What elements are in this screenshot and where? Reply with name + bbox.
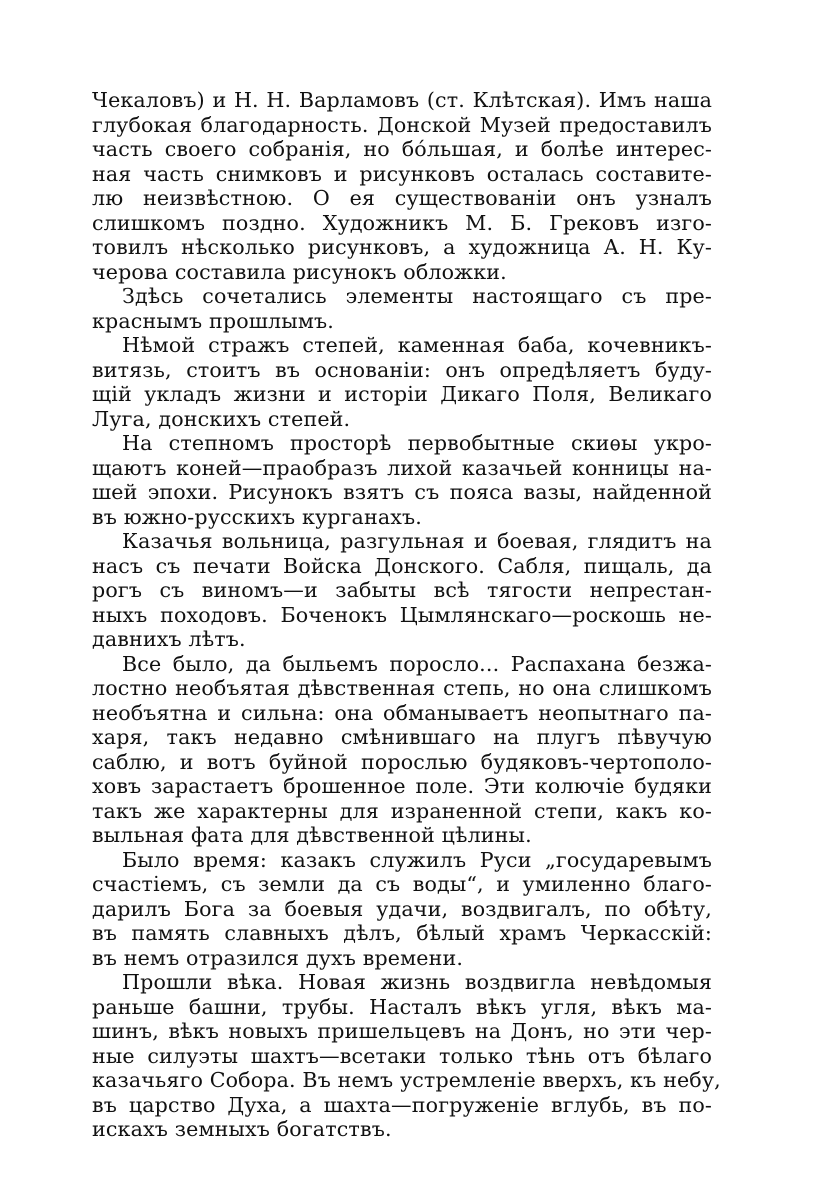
text-line: рогъ съ виномъ—и забыты всѣ тягости непрестан- — [92, 578, 712, 602]
text-line: Луга, донскихъ степей. — [92, 406, 351, 431]
text-line: Нѣмой стражъ степей, каменная баба, кочевникъ- — [122, 333, 712, 357]
text-line: насъ съ печати Войска Донского. Сабля, пищаль, да — [92, 553, 712, 578]
text-line: Здѣсь сочетались элементы настоящаго съ пре- — [122, 284, 712, 308]
text-line: въ память славныхъ дѣлъ, бѣлый храмъ Черкасскій: — [92, 921, 712, 945]
paragraph — [92, 529, 712, 652]
text-line: харя, такъ недавно смѣнившаго на плугъ пѣвучую — [92, 725, 712, 749]
text-line: шинъ, вѣкъ новыхъ пришельцевъ на Донъ, но эти чер- — [92, 1019, 712, 1043]
paragraph — [92, 333, 712, 431]
text-line: краснымъ прошлымъ. — [92, 308, 334, 333]
text-line: казачьяго Собора. Въ немъ устремленіе вверхъ, къ небу, — [92, 1068, 721, 1092]
text-line: щій укладъ жизни и исторіи Дикаго Поля, Великаго — [92, 382, 712, 406]
text-line: Чекаловъ) и Н. Н. Варламовъ (ст. Клѣтская). Имъ наша — [92, 88, 712, 112]
text-line: Было время: казакъ служилъ Руси „государевымъ — [122, 847, 712, 872]
text-line: На степномъ просторѣ первобытные скиѳы укро- — [122, 431, 712, 455]
text-line: ные силуэты шахтъ—всетаки только тѣнь отъ бѣлаго — [92, 1043, 712, 1068]
paragraph — [92, 88, 712, 284]
text-line: искахъ земныхъ богатствъ. — [92, 1117, 392, 1141]
text-line: лостно необъятая дѣвственная степь, но она слишкомъ — [92, 676, 712, 700]
text-line: шей эпохи. Рисунокъ взятъ съ пояса вазы, найденной — [92, 480, 712, 504]
text-line: часть своего собранія, но бо́льшая, и болѣе интерес- — [92, 137, 712, 161]
paragraph — [92, 431, 712, 529]
text-line: глубокая благодарность. Донской Музей предоставилъ — [92, 112, 712, 137]
text-line: Прошли вѣка. Новая жизнь воздвигла невѣдомыя — [122, 970, 712, 994]
text-line: въ немъ отразился духъ времени. — [92, 945, 464, 970]
text-line: въ южно-русскихъ курганахъ. — [92, 504, 422, 529]
paragraph — [92, 284, 712, 333]
text-line: выльная фата для дѣвственной цѣлины. — [92, 823, 532, 847]
text-line: дарилъ Бога за боевыя удачи, воздвигалъ, по обѣту, — [92, 896, 712, 921]
paragraph — [92, 652, 712, 848]
text-line: давнихъ лѣтъ. — [92, 627, 246, 651]
text-line: товилъ нѣсколько рисунковъ, а художница А. Н. Ку- — [92, 235, 712, 259]
text-line: ная часть снимковъ и рисунковъ осталась составите- — [92, 161, 712, 186]
text-line: черова составила рисунокъ обложки. — [92, 259, 507, 284]
text-line: въ царство Духа, а шахта—погруженіе вглубь, въ по- — [92, 1092, 712, 1117]
paragraph — [92, 848, 712, 971]
text-line: витязь, стоитъ въ основаніи: онъ опредѣляетъ буду- — [92, 357, 712, 382]
body-text — [92, 88, 721, 1142]
text-line: необъятна и сильна: она обманываетъ неопытнаго па- — [92, 700, 712, 725]
text-line: раньше башни, трубы. Насталъ вѣкъ угля, вѣкъ ма- — [92, 994, 712, 1019]
paragraph — [92, 970, 721, 1142]
text-line: слишкомъ поздно. Художникъ М. Б. Грековъ изго- — [92, 210, 712, 235]
text-line: саблю, и вотъ буйной порослью будяковъ-чертополо- — [92, 749, 712, 774]
text-line: ховъ зарастаетъ брошенное поле. Эти колючіе будяки — [92, 774, 712, 798]
text-line: счастіемъ, съ земли да съ воды“, и умиленно благо- — [92, 872, 712, 896]
text-line: щаютъ коней—праобразъ лихой казачьей конницы на- — [92, 455, 712, 480]
text-line: ныхъ походовъ. Боченокъ Цымлянскаго—роскошь не- — [92, 602, 712, 627]
text-line: Казачья вольница, разгульная и боевая, глядитъ на — [122, 529, 712, 553]
text-line: Все было, да быльемъ поросло... Распахана безжа- — [122, 651, 712, 676]
text-line: лю неизвѣстною. О ея существованіи онъ узналъ — [92, 186, 712, 210]
text-line: такъ же характерны для израненной степи, какъ ко- — [92, 798, 712, 823]
